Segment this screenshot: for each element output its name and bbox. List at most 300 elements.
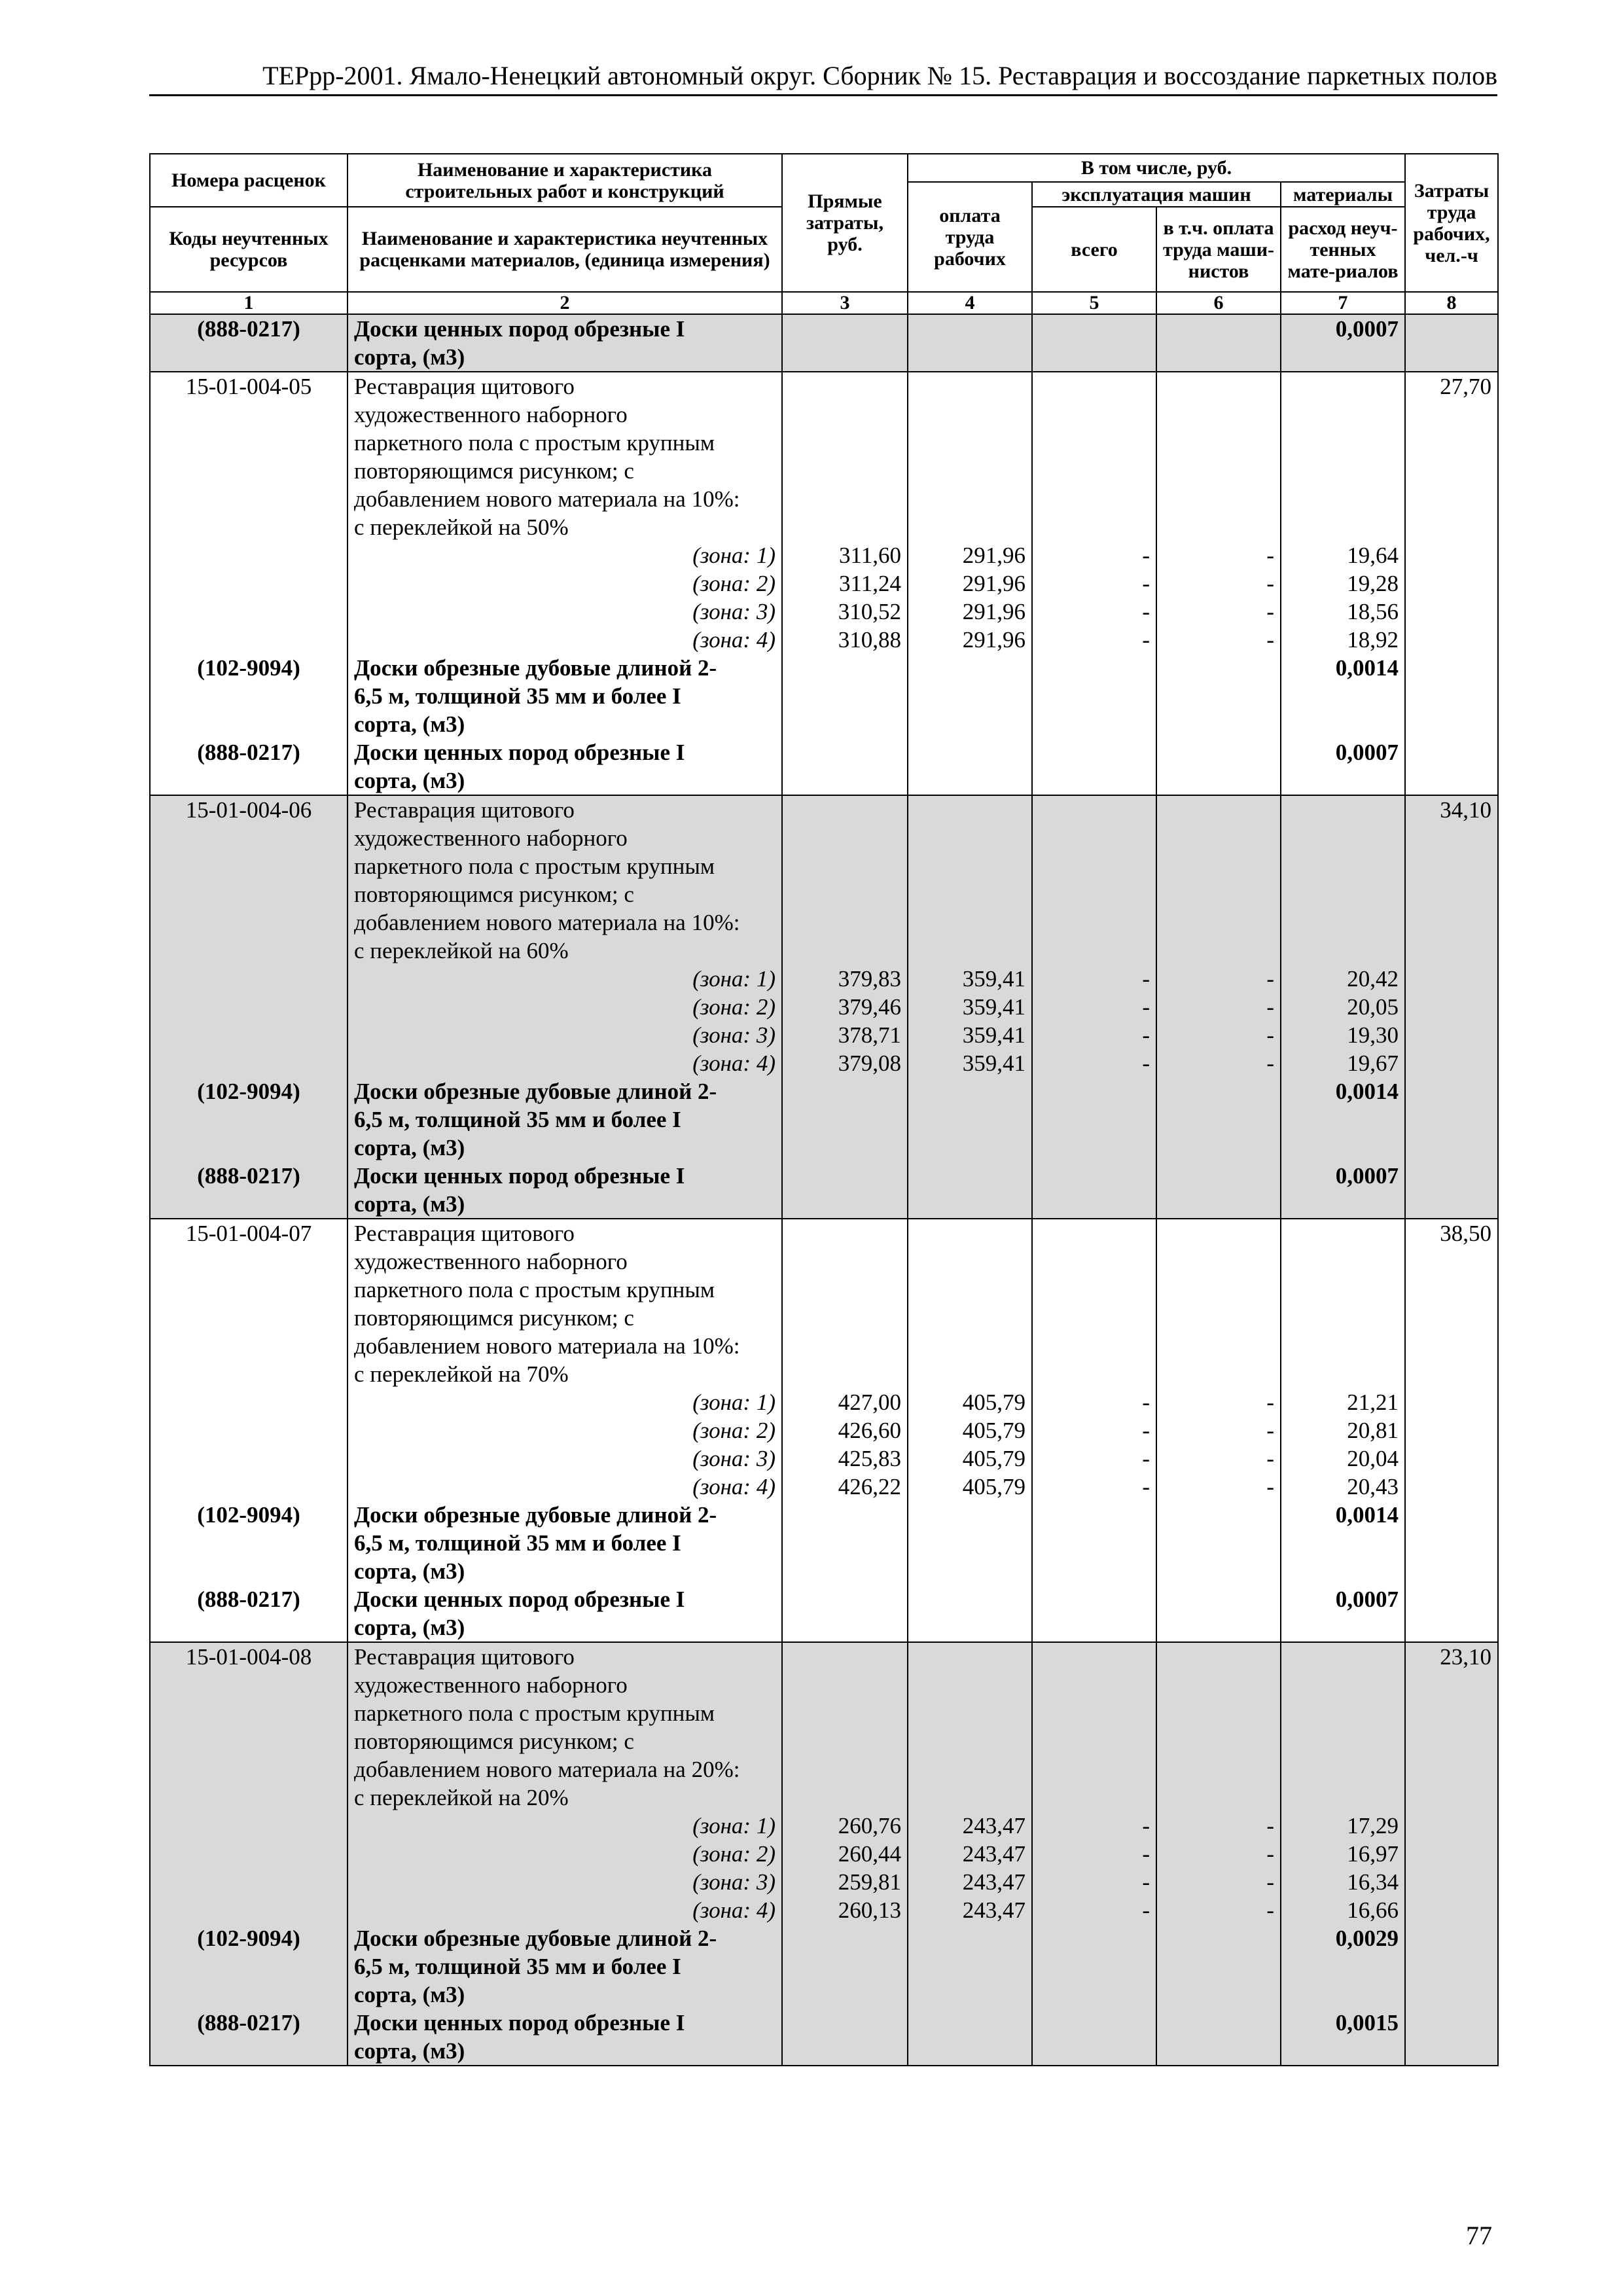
column-number: 3 — [782, 292, 908, 314]
column-numbers-row — [150, 292, 1498, 314]
zone-label: (зона: 3) — [692, 1446, 776, 1471]
spacer-line — [1287, 1360, 1399, 1388]
spacer-line — [789, 1276, 901, 1304]
description-line: художественного наборного — [354, 1672, 628, 1698]
spacer-line — [1287, 401, 1399, 429]
spacer-line — [914, 485, 1026, 513]
wages: 359,41 — [962, 994, 1026, 1020]
spacer-line — [156, 1613, 341, 1641]
spacer-line — [789, 937, 901, 965]
resource-name-line: сорта, (м3) — [354, 1982, 465, 2007]
spacer-line — [914, 1755, 1026, 1784]
resource-code: (888-0217) — [197, 740, 300, 765]
machines-total: - — [1142, 1474, 1150, 1499]
zone-label: (зона: 1) — [692, 1390, 776, 1415]
machines-total: - — [1142, 1050, 1150, 1076]
labor-hours-cell — [1405, 795, 1498, 1219]
spacer-line — [914, 1784, 1026, 1812]
machine-operators-wages-cell — [1156, 372, 1281, 795]
resource-name-line: Доски обрезные дубовые длиной 2- — [354, 1502, 717, 1528]
spacer-line — [789, 1304, 901, 1332]
spacer-line — [914, 513, 1026, 541]
spacer-line — [1287, 457, 1399, 485]
machine-operators-wages: - — [1266, 1813, 1274, 1839]
machine-operators-wages: - — [1266, 1390, 1274, 1415]
direct-cost: 379,83 — [838, 966, 901, 992]
spacer-line — [156, 824, 341, 852]
resource-name-line: Доски ценных пород обрезные I — [354, 1163, 685, 1189]
resource-name-line: Доски обрезные дубовые длиной 2- — [354, 1079, 717, 1104]
spacer-line — [914, 1699, 1026, 1727]
rate-description-cell — [348, 1219, 782, 1642]
labor-hours: 27,70 — [1440, 374, 1492, 399]
zone-label: (зона: 3) — [692, 1022, 776, 1048]
spacer-line — [156, 1557, 341, 1585]
spacer-line — [789, 457, 901, 485]
resource-amount: 0,0007 — [1335, 740, 1399, 765]
description-line: художественного наборного — [354, 402, 628, 427]
spacer-line — [1163, 1360, 1274, 1388]
wages-header: оплата труда рабочих — [908, 182, 1032, 292]
column-number: 8 — [1405, 292, 1498, 314]
direct-cost-cell — [782, 372, 908, 795]
machines-total: - — [1142, 571, 1150, 596]
table-header — [150, 154, 1498, 314]
direct-cost: 260,44 — [838, 1841, 901, 1867]
description-line: Реставрация щитового — [354, 797, 575, 823]
resource-name-line: сорта, (м3) — [354, 344, 465, 370]
description-line: с переклейкой на 60% — [354, 938, 569, 963]
rate-entry-row — [150, 1642, 1498, 2066]
spacer-line — [1163, 1784, 1274, 1812]
spacer-line — [1287, 1699, 1399, 1727]
spacer-line — [156, 1868, 341, 1896]
spacer-line — [1039, 824, 1150, 852]
zone-label: (зона: 2) — [692, 1841, 776, 1867]
materials-cost: 21,21 — [1347, 1390, 1399, 1415]
spacer-line — [914, 852, 1026, 880]
machines-total-cell — [1032, 1219, 1156, 1642]
zone-label: (зона: 4) — [692, 1050, 776, 1076]
resource-amount: 0,0007 — [1281, 314, 1405, 372]
spacer-line — [156, 1444, 341, 1473]
spacer-line — [1163, 824, 1274, 852]
spacer-line — [1039, 1219, 1150, 1247]
resource-name-line: Доски обрезные дубовые длиной 2- — [354, 1926, 717, 1951]
description-line: добавлением нового материала на 10%: — [354, 910, 740, 935]
description-line: добавлением нового материала на 20%: — [354, 1757, 740, 1782]
spacer-line — [914, 1643, 1026, 1671]
spacer-line — [1287, 1247, 1399, 1276]
zone-label: (зона: 1) — [692, 1813, 776, 1839]
spacer-line — [156, 1755, 341, 1784]
rate-code: 15-01-004-08 — [185, 1644, 312, 1670]
description-line: добавлением нового материала на 10%: — [354, 1333, 740, 1359]
wages: 243,47 — [962, 1897, 1026, 1923]
spacer-line — [156, 1304, 341, 1332]
machine-operators-wages: - — [1266, 994, 1274, 1020]
machines-total: - — [1142, 1446, 1150, 1471]
machines-total: - — [1142, 543, 1150, 568]
col2-bottom-header: Наименование и характеристика неучтенных расценками материалов, (единица измерения) — [348, 207, 782, 292]
machines-total: - — [1142, 1022, 1150, 1048]
spacer-line — [1163, 457, 1274, 485]
spacer-line — [914, 1671, 1026, 1699]
materials-cost: 16,34 — [1347, 1869, 1399, 1895]
spacer-line — [789, 796, 901, 824]
wages: 291,96 — [962, 571, 1026, 596]
spacer-line — [914, 796, 1026, 824]
column-number: 7 — [1281, 292, 1405, 314]
spacer-line — [1163, 1219, 1274, 1247]
wages: 291,96 — [962, 543, 1026, 568]
spacer-line — [1163, 937, 1274, 965]
wages: 243,47 — [962, 1841, 1026, 1867]
machines-total: - — [1142, 994, 1150, 1020]
resource-amount: 0,0014 — [1335, 1502, 1399, 1528]
resource-name-line: сорта, (м3) — [354, 2038, 465, 2064]
materials-cost: 20,04 — [1347, 1446, 1399, 1471]
resource-name-line: Доски обрезные дубовые длиной 2- — [354, 655, 717, 681]
spacer-line — [156, 1952, 341, 1981]
description-line: Реставрация щитового — [354, 1221, 575, 1246]
wages: 359,41 — [962, 1022, 1026, 1048]
spacer-line — [1287, 485, 1399, 513]
wages: 359,41 — [962, 1050, 1026, 1076]
resource-code: (888-0217) — [197, 2010, 300, 2036]
spacer-line — [1039, 372, 1150, 401]
spacer-line — [1163, 1671, 1274, 1699]
spacer-line — [1287, 513, 1399, 541]
spacer-line — [1039, 429, 1150, 457]
description-line: художественного наборного — [354, 825, 628, 851]
spacer-line — [156, 485, 341, 513]
spacer-line — [914, 372, 1026, 401]
rate-code-cell — [150, 795, 348, 1219]
resource-amount: 0,0014 — [1335, 655, 1399, 681]
page-header-title: ТЕРрр-2001. Ямало-Ненецкий автономный округ. Сборник № 15. Реставрация и воссоздание паркетных полов — [262, 61, 1497, 90]
spacer-line — [1039, 485, 1150, 513]
spacer-line — [1163, 372, 1274, 401]
direct-cost: 311,60 — [839, 543, 901, 568]
spacer-line — [1287, 937, 1399, 965]
wages-cell — [908, 372, 1032, 795]
spacer-line — [914, 937, 1026, 965]
spacer-line — [789, 372, 901, 401]
spacer-line — [1287, 1643, 1399, 1671]
col2-top-header: Наименование и характеристика строительных работ и конструкций — [348, 154, 782, 207]
spacer-line — [156, 710, 341, 738]
machine-operators-wages: - — [1266, 1897, 1274, 1923]
machine-operators-wages: - — [1266, 1869, 1274, 1895]
materials-cost: 20,43 — [1347, 1474, 1399, 1499]
spacer-line — [156, 1981, 341, 2009]
spacer-line — [1287, 1134, 1399, 1162]
spacer-line — [1287, 2037, 1399, 2065]
spacer-line — [1287, 1952, 1399, 1981]
spacer-line — [914, 824, 1026, 852]
spacer-line — [789, 1247, 901, 1276]
resource-code: (888-0217) — [197, 1587, 300, 1612]
materials-cost: 18,92 — [1347, 627, 1399, 653]
spacer-line — [156, 457, 341, 485]
spacer-line — [1039, 1332, 1150, 1360]
spacer-line — [1287, 796, 1399, 824]
spacer-line — [789, 485, 901, 513]
direct-cost: 379,46 — [838, 994, 901, 1020]
wages-cell — [908, 1219, 1032, 1642]
spacer-line — [1163, 401, 1274, 429]
empty-cell — [782, 314, 908, 372]
spacer-line — [1287, 824, 1399, 852]
labor-hours: 23,10 — [1440, 1644, 1492, 1670]
spacer-line — [1039, 1784, 1150, 1812]
resource-code: (888-0217) — [197, 1163, 300, 1189]
rate-entry-row — [150, 372, 1498, 795]
spacer-line — [914, 1219, 1026, 1247]
labor-hours-header: Затраты труда рабочих, чел.-ч — [1405, 154, 1498, 292]
table-body — [150, 314, 1498, 2066]
resource-name-line: сорта, (м3) — [354, 1135, 465, 1160]
spacer-line — [914, 429, 1026, 457]
machine-operators-wages: - — [1266, 1022, 1274, 1048]
machine-operators-wages: - — [1266, 1050, 1274, 1076]
machine-operators-wages-cell — [1156, 795, 1281, 1219]
description-line: с переклейкой на 20% — [354, 1785, 569, 1810]
wages: 243,47 — [962, 1869, 1026, 1895]
machine-operators-wages: - — [1266, 966, 1274, 992]
description-line: с переклейкой на 50% — [354, 514, 569, 540]
materials-cell — [1281, 372, 1405, 795]
labor-hours-cell — [1405, 372, 1498, 795]
wages-cell — [908, 795, 1032, 1219]
zone-label: (зона: 2) — [692, 1418, 776, 1443]
spacer-line — [789, 1699, 901, 1727]
spacer-line — [156, 908, 341, 937]
resource-name-line: Доски ценных пород обрезные I — [354, 2010, 685, 2036]
spacer-line — [1287, 1755, 1399, 1784]
spacer-line — [1163, 1332, 1274, 1360]
rate-description-cell — [348, 372, 782, 795]
spacer-line — [1163, 513, 1274, 541]
spacer-line — [1287, 1219, 1399, 1247]
spacer-line — [156, 1276, 341, 1304]
spacer-line — [1039, 1643, 1150, 1671]
spacer-line — [789, 1219, 901, 1247]
spacer-line — [1287, 1304, 1399, 1332]
spacer-line — [1287, 766, 1399, 795]
spacer-line — [156, 1105, 341, 1134]
machine-operators-wages: - — [1266, 571, 1274, 596]
spacer-line — [1039, 908, 1150, 937]
machines-total: - — [1142, 1418, 1150, 1443]
resource-code: (888-0217) — [150, 314, 348, 372]
spacer-line — [156, 1134, 341, 1162]
spacer-line — [156, 1727, 341, 1755]
spacer-line — [789, 1671, 901, 1699]
direct-cost: 427,00 — [838, 1390, 901, 1415]
resource-name-line: сорта, (м3) — [354, 1191, 465, 1217]
machines-total: - — [1142, 1897, 1150, 1923]
resource-row — [150, 314, 1498, 372]
spacer-line — [156, 766, 341, 795]
spacer-line — [156, 569, 341, 598]
spacer-line — [789, 1643, 901, 1671]
machines-total: - — [1142, 1841, 1150, 1867]
spacer-line — [1039, 1755, 1150, 1784]
machine-operators-wages-cell — [1156, 1642, 1281, 2066]
spacer-line — [156, 429, 341, 457]
resource-name-line: Доски ценных пород обрезные I — [354, 740, 685, 765]
spacer-line — [789, 513, 901, 541]
wages: 405,79 — [962, 1390, 1026, 1415]
machines-total-cell — [1032, 1642, 1156, 2066]
zone-label: (зона: 3) — [692, 1869, 776, 1895]
direct-cost: 379,08 — [838, 1050, 901, 1076]
rate-entry-row — [150, 1219, 1498, 1642]
zone-label: (зона: 4) — [692, 1897, 776, 1923]
direct-cost: 259,81 — [838, 1869, 901, 1895]
spacer-line — [1163, 429, 1274, 457]
resource-amount: 0,0014 — [1335, 1079, 1399, 1104]
spacer-line — [1287, 1557, 1399, 1585]
spacer-line — [914, 1332, 1026, 1360]
spacer-line — [1163, 1304, 1274, 1332]
materials-cost: 16,97 — [1347, 1841, 1399, 1867]
description-line: паркетного пола с простым крупным — [354, 853, 715, 879]
wages-cell — [908, 1642, 1032, 2066]
rates-table — [149, 153, 1499, 2066]
machines-total: - — [1142, 1813, 1150, 1839]
spacer-line — [1039, 937, 1150, 965]
materials-cell — [1281, 1219, 1405, 1642]
spacer-line — [156, 2037, 341, 2065]
resource-code: (102-9094) — [197, 1926, 300, 1951]
spacer-line — [1039, 880, 1150, 908]
spacer-line — [1039, 457, 1150, 485]
spacer-line — [1163, 1276, 1274, 1304]
rate-code: 15-01-004-05 — [185, 374, 312, 399]
description-line: добавлением нового материала на 10%: — [354, 486, 740, 512]
spacer-line — [789, 401, 901, 429]
rate-code: 15-01-004-07 — [185, 1221, 312, 1246]
rate-code-cell — [150, 1642, 348, 2066]
description-line: Реставрация щитового — [354, 1644, 575, 1670]
description-line: паркетного пола с простым крупным — [354, 1277, 715, 1302]
spacer-line — [156, 1671, 341, 1699]
rate-description-cell — [348, 795, 782, 1219]
resource-name-line: 6,5 м, толщиной 35 мм и более I — [354, 1530, 681, 1556]
materials-cost: 19,64 — [1347, 543, 1399, 568]
spacer-line — [1287, 1981, 1399, 2009]
empty-cell — [1156, 314, 1281, 372]
spacer-line — [914, 457, 1026, 485]
spacer-line — [156, 1049, 341, 1077]
machines-total: - — [1142, 1390, 1150, 1415]
description-line: повторяющимся рисунком; с — [354, 882, 634, 907]
spacer-line — [914, 880, 1026, 908]
spacer-line — [1287, 908, 1399, 937]
description-line: повторяющимся рисунком; с — [354, 1305, 634, 1331]
spacer-line — [789, 429, 901, 457]
empty-cell — [1032, 314, 1156, 372]
resource-code: (102-9094) — [197, 655, 300, 681]
spacer-line — [789, 1332, 901, 1360]
resource-name-line: сорта, (м3) — [354, 768, 465, 793]
spacer-line — [1287, 1529, 1399, 1557]
empty-cell — [908, 314, 1032, 372]
machine-operators-wages: - — [1266, 1446, 1274, 1471]
direct-cost: 426,60 — [838, 1418, 901, 1443]
spacer-line — [156, 1473, 341, 1501]
machine-operators-wages-cell — [1156, 1219, 1281, 1642]
labor-hours-cell — [1405, 1642, 1498, 2066]
spacer-line — [1039, 1304, 1150, 1332]
spacer-line — [1287, 1727, 1399, 1755]
spacer-line — [156, 1812, 341, 1840]
spacer-line — [1039, 513, 1150, 541]
spacer-line — [789, 1784, 901, 1812]
spacer-line — [1287, 1671, 1399, 1699]
spacer-line — [1287, 1784, 1399, 1812]
spacer-line — [156, 1699, 341, 1727]
spacer-line — [1287, 1276, 1399, 1304]
spacer-line — [1039, 1360, 1150, 1388]
spacer-line — [156, 1190, 341, 1218]
spacer-line — [1287, 1332, 1399, 1360]
direct-cost: 425,83 — [838, 1446, 901, 1471]
spacer-line — [1287, 682, 1399, 710]
resource-name-line: сорта, (м3) — [354, 1615, 465, 1640]
materials-header: материалы — [1281, 182, 1405, 207]
spacer-line — [156, 880, 341, 908]
machines-total-cell — [1032, 795, 1156, 1219]
spacer-line — [156, 626, 341, 654]
rate-code-cell — [150, 1219, 348, 1642]
spacer-line — [156, 965, 341, 993]
wages: 243,47 — [962, 1813, 1026, 1839]
resource-name-line: сорта, (м3) — [354, 1558, 465, 1584]
spacer-line — [156, 1360, 341, 1388]
wages: 291,96 — [962, 627, 1026, 653]
machines-total: - — [1142, 1869, 1150, 1895]
spacer-line — [1039, 1247, 1150, 1276]
spacer-line — [1163, 1755, 1274, 1784]
spacer-line — [1039, 1671, 1150, 1699]
spacer-line — [1287, 1105, 1399, 1134]
spacer-line — [1163, 796, 1274, 824]
spacer-line — [1287, 372, 1399, 401]
unaccounted-materials-header: расход неуч-тенных мате-риалов — [1281, 207, 1405, 292]
spacer-line — [789, 1727, 901, 1755]
spacer-line — [1039, 852, 1150, 880]
materials-cost: 17,29 — [1347, 1813, 1399, 1839]
column-number: 4 — [908, 292, 1032, 314]
materials-cost: 16,66 — [1347, 1897, 1399, 1923]
spacer-line — [914, 1304, 1026, 1332]
zone-label: (зона: 1) — [692, 966, 776, 992]
spacer-line — [156, 937, 341, 965]
spacer-line — [1039, 1276, 1150, 1304]
resource-amount: 0,0007 — [1335, 1163, 1399, 1189]
description-line: повторяющимся рисунком; с — [354, 458, 634, 484]
rate-entry-row — [150, 795, 1498, 1219]
direct-cost-cell — [782, 795, 908, 1219]
zone-label: (зона: 1) — [692, 543, 776, 568]
spacer-line — [1163, 1643, 1274, 1671]
spacer-line — [156, 682, 341, 710]
direct-cost: 310,88 — [838, 627, 901, 653]
